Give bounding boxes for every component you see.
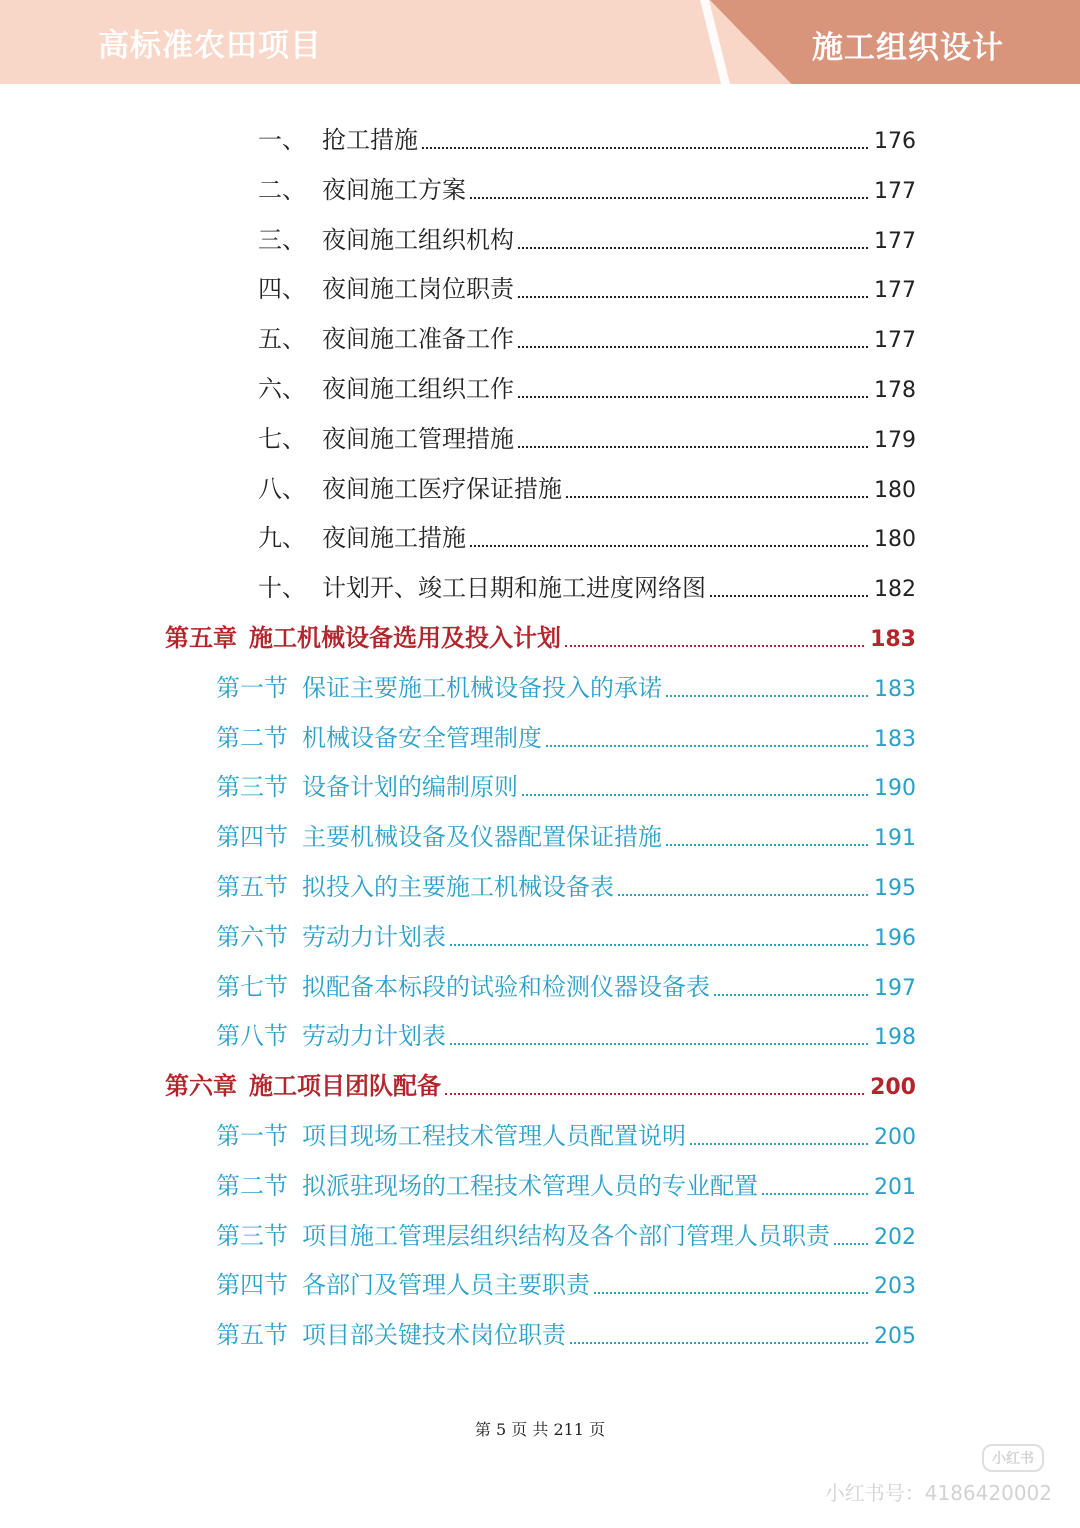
toc-entry-title: 项目施工管理层组织结构及各个部门管理人员职责 xyxy=(302,1221,830,1250)
toc-entry-title: 夜间施工方案 xyxy=(322,175,466,204)
toc-dot-leader xyxy=(618,894,868,896)
toc-entry-number: 第三节 xyxy=(216,773,288,802)
toc-dot-leader xyxy=(714,994,868,996)
toc-entry-page-number: 182 xyxy=(874,577,916,603)
toc-entry-title: 劳动力计划表 xyxy=(302,1022,446,1051)
toc-dot-leader xyxy=(690,1143,868,1145)
toc-entry-title: 各部门及管理人员主要职责 xyxy=(302,1271,590,1300)
toc-entry-chapter[interactable] xyxy=(165,618,916,658)
toc-entry-number: 六、 xyxy=(258,375,306,403)
toc-entry-title: 施工项目团队配备 xyxy=(249,1071,441,1101)
toc-entry-item[interactable] xyxy=(258,568,916,608)
toc-entry-title: 主要机械设备及仪器配置保证措施 xyxy=(302,823,662,852)
toc-entry-number: 七、 xyxy=(258,424,306,453)
toc-entry-number: 第三节 xyxy=(216,1221,288,1250)
toc-entry-number: 第八节 xyxy=(216,1022,288,1051)
toc-entry-number: 第五节 xyxy=(216,873,288,901)
toc-entry-title: 劳动力计划表 xyxy=(302,922,446,951)
toc-dot-leader xyxy=(666,695,868,697)
watermark-logo: 小红书 xyxy=(982,1444,1044,1472)
toc-entry-section[interactable] xyxy=(216,917,916,957)
toc-entry-title: 抢工措施 xyxy=(322,126,418,154)
toc-entry-number: 二、 xyxy=(258,175,306,204)
toc-entry-page-number: 178 xyxy=(874,378,916,403)
toc-entry-number: 五、 xyxy=(258,325,306,354)
toc-dot-leader xyxy=(450,1043,868,1045)
toc-dot-leader xyxy=(445,1093,864,1095)
toc-entry-number: 九、 xyxy=(258,524,306,553)
toc-entry-number: 一、 xyxy=(258,126,306,154)
toc-entry-item[interactable] xyxy=(258,369,916,409)
toc-dot-leader xyxy=(666,844,868,846)
toc-entry-number: 第一节 xyxy=(216,673,288,702)
toc-entry-section[interactable] xyxy=(216,1216,916,1256)
toc-dot-leader xyxy=(518,247,868,249)
toc-entry-page-number: 195 xyxy=(874,876,916,901)
toc-entry-page-number: 177 xyxy=(874,178,916,204)
toc-entry-section[interactable] xyxy=(216,718,916,758)
toc-dot-leader xyxy=(470,545,868,547)
toc-entry-page-number: 190 xyxy=(874,776,916,802)
toc-entry-number: 第四节 xyxy=(216,823,288,852)
toc-entry-page-number: 197 xyxy=(874,975,916,1001)
toc-entry-title: 夜间施工岗位职责 xyxy=(322,275,514,304)
header-project-title: 高标准农田项目 xyxy=(98,28,322,64)
toc-entry-number: 三、 xyxy=(258,225,306,254)
toc-entry-page-number: 200 xyxy=(874,1125,916,1150)
toc-entry-title: 保证主要施工机械设备投入的承诺 xyxy=(302,673,662,702)
toc-entry-page-number: 177 xyxy=(874,328,916,354)
toc-entry-title: 夜间施工医疗保证措施 xyxy=(322,474,562,503)
toc-entry-title: 拟投入的主要施工机械设备表 xyxy=(302,873,614,901)
toc-entry-title: 夜间施工组织工作 xyxy=(322,375,514,403)
toc-entry-title: 拟配备本标段的试验和检测仪器设备表 xyxy=(302,972,710,1001)
toc-entry-number: 第六章 xyxy=(165,1071,237,1101)
toc-entry-number: 第二节 xyxy=(216,723,288,752)
toc-entry-section[interactable] xyxy=(216,1315,916,1355)
toc-dot-leader xyxy=(522,794,868,796)
toc-entry-title: 夜间施工组织机构 xyxy=(322,225,514,254)
toc-entry-page-number: 196 xyxy=(874,925,916,951)
toc-entry-section[interactable] xyxy=(216,668,916,708)
toc-entry-number: 四、 xyxy=(258,275,306,304)
toc-dot-leader xyxy=(518,446,868,448)
toc-dot-leader xyxy=(422,147,868,149)
toc-dot-leader xyxy=(470,197,868,199)
toc-entry-title: 夜间施工准备工作 xyxy=(322,325,514,354)
toc-entry-section[interactable] xyxy=(216,767,916,807)
toc-entry-number: 第四节 xyxy=(216,1271,288,1300)
toc-entry-title: 夜间施工措施 xyxy=(322,524,466,553)
toc-dot-leader xyxy=(565,645,864,647)
toc-entry-page-number: 179 xyxy=(874,427,916,453)
toc-entry-page-number: 201 xyxy=(874,1174,916,1200)
toc-dot-leader xyxy=(566,496,868,498)
toc-entry-page-number: 180 xyxy=(874,477,916,503)
toc-dot-leader xyxy=(594,1292,868,1294)
toc-entry-page-number: 191 xyxy=(874,826,916,852)
toc-entry-item[interactable] xyxy=(258,319,916,359)
toc-entry-page-number: 183 xyxy=(874,726,916,752)
toc-entry-section[interactable] xyxy=(216,1016,916,1056)
toc-entry-item[interactable] xyxy=(258,419,916,459)
toc-entry-title: 拟派驻现场的工程技术管理人员的专业配置 xyxy=(302,1171,758,1200)
toc-dot-leader xyxy=(570,1342,868,1344)
toc-entry-page-number: 202 xyxy=(874,1224,916,1250)
toc-entry-section[interactable] xyxy=(216,867,916,907)
toc-entry-number: 第一节 xyxy=(216,1122,288,1150)
toc-entry-title: 施工机械设备选用及投入计划 xyxy=(249,623,561,652)
toc-dot-leader xyxy=(518,346,868,348)
toc-entry-number: 八、 xyxy=(258,474,306,503)
toc-dot-leader xyxy=(518,296,868,298)
toc-entry-section[interactable] xyxy=(216,967,916,1007)
page-header xyxy=(0,0,1080,84)
toc-dot-leader xyxy=(546,745,868,747)
toc-dot-leader xyxy=(834,1243,868,1245)
toc-entry-number: 第五章 xyxy=(165,623,237,652)
toc-entry-number: 第五节 xyxy=(216,1321,288,1350)
toc-entry-page-number: 200 xyxy=(870,1075,916,1101)
toc-entry-title: 项目现场工程技术管理人员配置说明 xyxy=(302,1122,686,1150)
toc-entry-page-number: 177 xyxy=(874,278,916,304)
toc-entry-item[interactable] xyxy=(258,120,916,160)
toc-dot-leader xyxy=(762,1193,868,1195)
toc-entry-page-number: 180 xyxy=(874,527,916,553)
toc-entry-section[interactable] xyxy=(216,817,916,857)
toc-entry-page-number: 183 xyxy=(870,627,916,652)
toc-dot-leader xyxy=(518,396,868,398)
watermark-text: 小红书号：4186420002 xyxy=(824,1481,1052,1505)
toc-entry-section[interactable] xyxy=(216,1265,916,1305)
toc-dot-leader xyxy=(450,944,868,946)
toc-entry-number: 第七节 xyxy=(216,972,288,1001)
toc-entry-item[interactable] xyxy=(258,269,916,309)
toc-entry-page-number: 198 xyxy=(874,1025,916,1051)
toc-entry-page-number: 205 xyxy=(874,1324,916,1350)
toc-entry-page-number: 183 xyxy=(874,676,916,702)
toc-entry-title: 机械设备安全管理制度 xyxy=(302,723,542,752)
toc-entry-number: 第二节 xyxy=(216,1171,288,1200)
toc-entry-number: 十、 xyxy=(258,574,306,603)
toc-dot-leader xyxy=(710,595,868,597)
toc-entry-chapter[interactable] xyxy=(165,1066,916,1106)
toc-entry-item[interactable] xyxy=(258,220,916,260)
toc-entry-page-number: 203 xyxy=(874,1274,916,1300)
toc-entry-section[interactable] xyxy=(216,1166,916,1206)
toc-entry-number: 第六节 xyxy=(216,922,288,951)
toc-entry-title: 夜间施工管理措施 xyxy=(322,424,514,453)
toc-entry-title: 项目部关键技术岗位职责 xyxy=(302,1321,566,1350)
toc-entry-section[interactable] xyxy=(216,1116,916,1156)
toc-entry-item[interactable] xyxy=(258,469,916,509)
page-footer: 第 5 页 共 211 页 xyxy=(474,1420,606,1439)
toc-entry-page-number: 177 xyxy=(874,228,916,254)
toc-entry-title: 设备计划的编制原则 xyxy=(302,773,518,802)
toc-entry-title: 计划开、竣工日期和施工进度网络图 xyxy=(322,574,706,603)
toc-entry-item[interactable] xyxy=(258,170,916,210)
toc-entry-item[interactable] xyxy=(258,518,916,558)
toc-entry-page-number: 176 xyxy=(874,129,916,154)
header-document-title: 施工组织设计 xyxy=(812,30,1004,66)
